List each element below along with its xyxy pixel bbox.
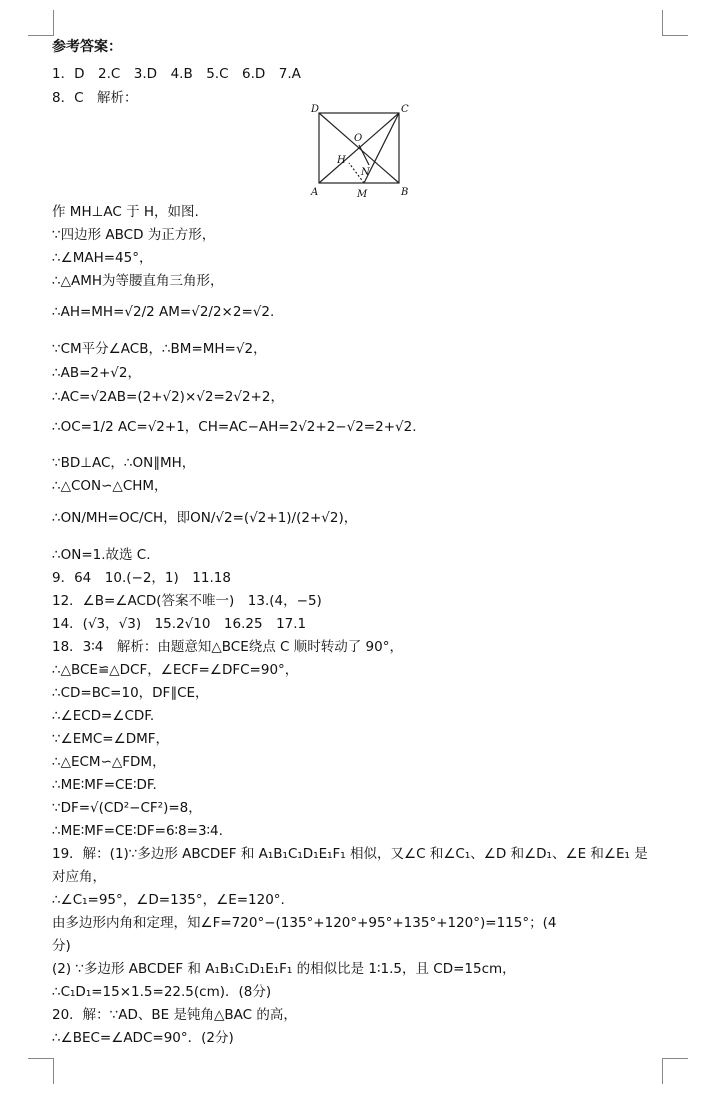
answer-line: ∴△AMH为等腰直角三角形，	[52, 273, 224, 289]
fig-label-n: N	[361, 167, 370, 178]
doc-title: 参考答案：	[52, 39, 122, 55]
answer-line: 14．(√3，√3) 15.2√10 16.25 17.1	[52, 616, 307, 632]
answer-line: ∴∠MAH=45°，	[52, 250, 153, 266]
answer-line: ∴AH=MH=√2/2 AM=√2/2×2=√2.	[52, 304, 275, 320]
answer-line: ∴△CON∽△CHM，	[52, 478, 168, 494]
answer-line: ∵DF=√(CD²−CF²)=8，	[52, 800, 202, 816]
answer-line: 9．64 10.(−2，1) 11.18	[52, 570, 231, 586]
answer-line: ∴∠C₁=95°，∠D=135°，∠E=120°.	[52, 892, 285, 908]
fig-label-h: H	[337, 155, 346, 166]
answer-line: ∴∠ECD=∠CDF.	[52, 708, 155, 724]
answer-line: 对应角，	[52, 869, 106, 885]
answer-line: ∴△BCE≌△DCF，∠ECF=∠DFC=90°，	[52, 662, 299, 678]
answer-line: ∴AC=√2AB=(2+√2)×√2=2√2+2，	[52, 389, 284, 405]
crop-mark-bottom-right	[662, 1058, 688, 1084]
crop-mark-top-left	[28, 10, 54, 36]
answer-line: ∵CM平分∠ACB，∴BM=MH=√2，	[52, 341, 267, 357]
answer-line: ∵四边形 ABCD 为正方形，	[52, 227, 216, 243]
answer-line: ∴ME∶MF=CE∶DF.	[52, 777, 157, 793]
crop-mark-bottom-left	[28, 1058, 54, 1084]
fig-label-a: A	[311, 187, 319, 198]
square-geometry-figure	[309, 103, 409, 203]
answer-line: ∴AB=2+√2，	[52, 365, 141, 381]
fig-label-c: C	[401, 104, 409, 115]
answer-line: ∴C₁D₁=15×1.5=22.5(cm)．(8分)	[52, 984, 272, 1000]
answer-line: 20．解：∵AD、BE 是钝角△BAC 的高，	[52, 1007, 297, 1023]
answer-line: 19．解：(1)∵多边形 ABCDEF 和 A₁B₁C₁D₁E₁F₁ 相似，又∠C 和∠C₁、∠D 和∠D₁、∠E 和∠E₁ 是	[52, 846, 648, 862]
fig-label-d: D	[311, 104, 320, 115]
answer-line: 8．C 解析：	[52, 90, 138, 106]
answer-line: ∴△ECM∽△FDM，	[52, 754, 166, 770]
fig-label-m: M	[357, 189, 368, 200]
answer-line: 作 MH⊥AC 于 H，如图.	[52, 204, 199, 220]
answer-line: ∴OC=1/2 AC=√2+1，CH=AC−AH=2√2+2−√2=2+√2.	[52, 419, 417, 435]
answer-line: 分)	[52, 938, 71, 954]
fig-label-o: O	[354, 133, 363, 144]
answer-line: (2) ∵多边形 ABCDEF 和 A₁B₁C₁D₁E₁F₁ 的相似比是 1∶1.5，且 CD=15cm，	[52, 961, 516, 977]
answer-line: ∴ON/MH=OC/CH，即ON/√2=(√2+1)/(2+√2)，	[52, 510, 358, 526]
answer-line: 1．D 2.C 3.D 4.B 5.C 6.D 7.A	[52, 66, 301, 82]
answer-line: 12．∠B=∠ACD(答案不唯一) 13.(4，−5)	[52, 593, 322, 609]
answer-line: ∴∠BEC=∠ADC=90°．(2分)	[52, 1030, 234, 1046]
answer-line: ∴ON=1.故选 C.	[52, 547, 151, 563]
crop-mark-top-right	[662, 10, 688, 36]
answer-line: ∴CD=BC=10，DF∥CE，	[52, 685, 209, 701]
answer-line: ∵BD⊥AC，∴ON∥MH，	[52, 455, 196, 471]
fig-label-b: B	[401, 187, 409, 198]
answer-line: 18．3∶4 解析：由题意知△BCE绕点 C 顺时转动了 90°，	[52, 639, 403, 655]
answer-line: 由多边形内角和定理，知∠F=720°−(135°+120°+95°+135°+120°)=115°；(4	[52, 915, 557, 931]
answer-line: ∵∠EMC=∠DMF，	[52, 731, 170, 747]
answer-line: ∴ME∶MF=CE∶DF=6∶8=3∶4.	[52, 823, 223, 839]
